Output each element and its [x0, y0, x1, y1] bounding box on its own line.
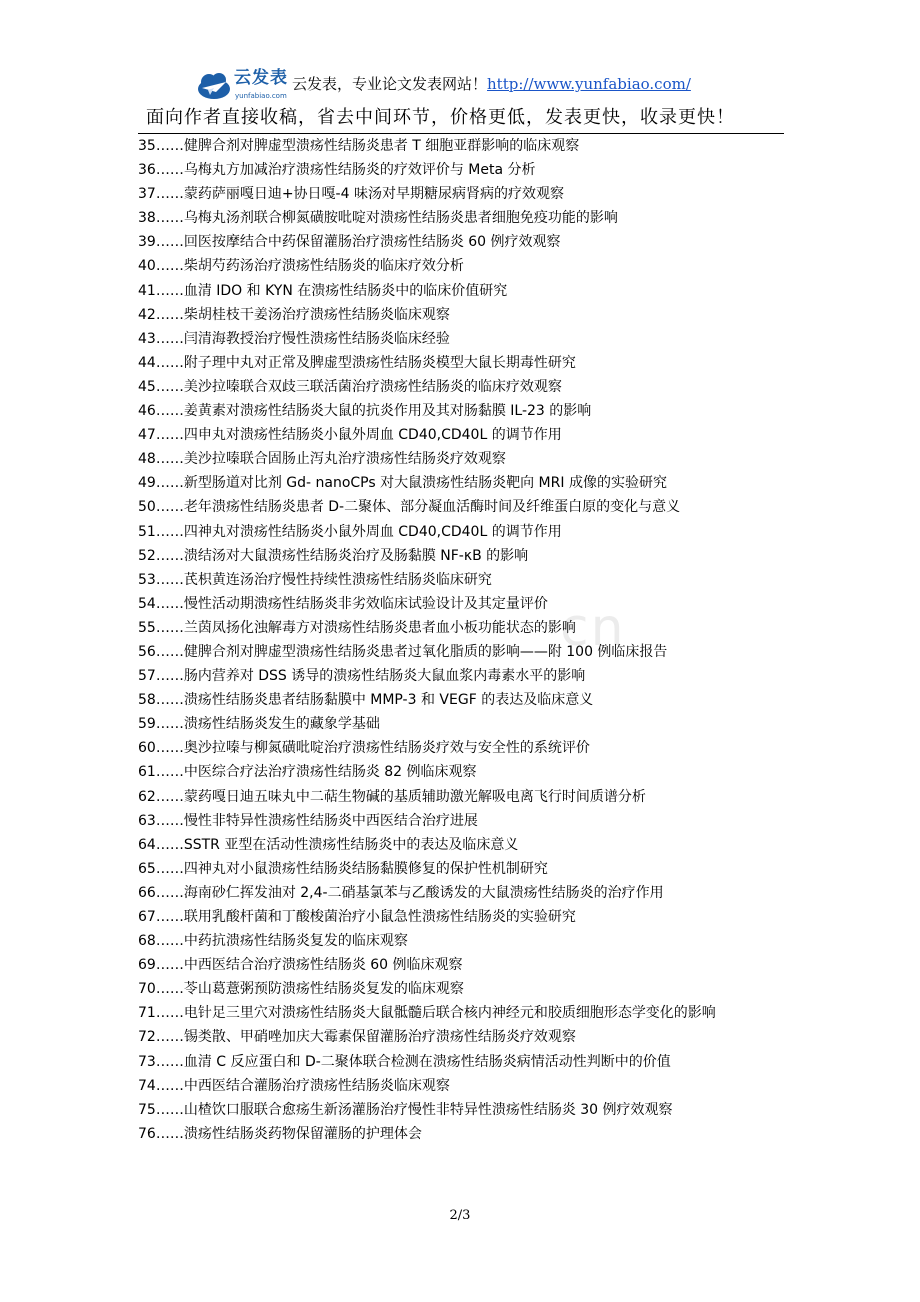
list-item: 54……慢性活动期溃疡性结肠炎非劣效临床试验设计及其定量评价 — [138, 595, 548, 612]
list-item: 57……肠内营养对 DSS 诱导的溃疡性结肠炎大鼠血浆内毒素水平的影响 — [138, 668, 586, 685]
list-item: 76……溃疡性结肠炎药物保留灌肠的护理体会 — [138, 1125, 422, 1142]
logo-domain: yunfabiao.com — [235, 92, 287, 100]
logo-text: 云发表 — [234, 68, 288, 88]
list-item: 39……回医按摩结合中药保留灌肠治疗溃疡性结肠炎 60 例疗效观察 — [138, 234, 561, 251]
page-header — [138, 66, 784, 136]
list-item: 41……血清 IDO 和 KYN 在溃疡性结肠炎中的临床价值研究 — [138, 282, 508, 299]
site-logo[interactable] — [196, 68, 288, 104]
list-item: 53……芪枳黄连汤治疗慢性持续性溃疡性结肠炎临床研究 — [138, 571, 492, 588]
list-item: 64……SSTR 亚型在活动性溃疡性结肠炎中的表达及临床意义 — [138, 836, 519, 853]
list-item: 46……姜黄素对溃疡性结肠炎大鼠的抗炎作用及其对肠黏膜 IL-23 的影响 — [138, 403, 592, 420]
list-item: 45……美沙拉嗪联合双歧三联活菌治疗溃疡性结肠炎的临床疗效观察 — [138, 378, 562, 395]
cloud-plane-icon — [196, 68, 232, 104]
list-item: 70……苓山葛薏粥预防溃疡性结肠炎复发的临床观察 — [138, 981, 464, 998]
list-item: 72……锡类散、甲硝唑加庆大霉素保留灌肠治疗溃疡性结肠炎疗效观察 — [138, 1029, 576, 1046]
list-item: 73……血清 C 反应蛋白和 D-二聚体联合检测在溃疡性结肠炎病情活动性判断中的价值 — [138, 1053, 671, 1070]
list-item: 52……溃结汤对大鼠溃疡性结肠炎治疗及肠黏膜 NF-κB 的影响 — [138, 547, 529, 564]
list-item: 50……老年溃疡性结肠炎患者 D-二聚体、部分凝血活酶时间及纤维蛋白原的变化与意义 — [138, 499, 681, 516]
list-item: 67……联用乳酸杆菌和丁酸梭菌治疗小鼠急性溃疡性结肠炎的实验研究 — [138, 909, 576, 925]
list-item: 44……附子理中丸对正常及脾虚型溃疡性结肠炎模型大鼠长期毒性研究 — [138, 354, 576, 371]
reference-list — [138, 134, 784, 1146]
list-item: 35……健脾合剂对脾虚型溃疡性结肠炎患者 T 细胞亚群影响的临床观察 — [138, 138, 580, 154]
list-item: 69……中西医结合治疗溃疡性结肠炎 60 例临床观察 — [138, 957, 463, 974]
list-item: 56……健脾合剂对脾虚型溃疡性结肠炎患者过氧化脂质的影响——附 100 例临床报告 — [138, 643, 668, 660]
header-tagline: 面向作者直接收稿，省去中间环节，价格更低，发表更快，收录更快！ — [146, 107, 735, 128]
watermark: cn — [560, 598, 626, 658]
list-item: 60……奥沙拉嗪与柳氮磺吡啶治疗溃疡性结肠炎疗效与安全性的系统评价 — [138, 740, 590, 757]
site-link[interactable]: http://www.yunfabiao.com/ — [487, 75, 691, 93]
list-item: 65……四神丸对小鼠溃疡性结肠炎结肠黏膜修复的保护性机制研究 — [138, 860, 548, 877]
page-number: 2/3 — [449, 1208, 471, 1223]
list-item: 40……柴胡芍药汤治疗溃疡性结肠炎的临床疗效分析 — [138, 258, 464, 275]
list-item: 59……溃疡性结肠炎发生的藏象学基础 — [138, 716, 380, 733]
slogan-text: 云发表，专业论文发表网站！ — [292, 75, 488, 93]
list-item: 75……山楂饮口服联合愈疡生新汤灌肠治疗慢性非特异性溃疡性结肠炎 30 例疗效观察 — [138, 1101, 673, 1118]
list-item: 71……电针足三里穴对溃疡性结肠炎大鼠骶髓后联合核内神经元和胶质细胞形态学变化的影响 — [138, 1005, 716, 1022]
list-item: 42……柴胡桂枝干姜汤治疗溃疡性结肠炎临床观察 — [138, 306, 450, 323]
list-item: 51……四神丸对溃疡性结肠炎小鼠外周血 CD40,CD40L 的调节作用 — [138, 523, 562, 540]
list-item: 38……乌梅丸汤剂联合柳氮磺胺吡啶对溃疡性结肠炎患者细胞免疫功能的影响 — [138, 210, 618, 227]
list-item: 43……闫清海教授治疗慢性溃疡性结肠炎临床经验 — [138, 330, 450, 347]
list-item: 74……中西医结合灌肠治疗溃疡性结肠炎临床观察 — [138, 1077, 450, 1094]
list-item: 36……乌梅丸方加减治疗溃疡性结肠炎的疗效评价与 Meta 分析 — [138, 162, 536, 179]
list-item: 49……新型肠道对比剂 Gd- nanoCPs 对大鼠溃疡性结肠炎靶向 MRI 成像的实验研究 — [138, 475, 667, 492]
list-item: 61……中医综合疗法治疗溃疡性结肠炎 82 例临床观察 — [138, 764, 477, 781]
list-item: 55……兰茵凤扬化浊解毒方对溃疡性结肠炎患者血小板功能状态的影响 — [138, 619, 576, 636]
list-item: 58……溃疡性结肠炎患者结肠黏膜中 MMP-3 和 VEGF 的表达及临床意义 — [138, 692, 594, 709]
site-slogan — [292, 74, 691, 94]
list-item: 47……四申丸对溃疡性结肠炎小鼠外周血 CD40,CD40L 的调节作用 — [138, 427, 562, 444]
list-item: 37……蒙药萨丽嘎日迪+协日嘎-4 味汤对早期糖尿病肾病的疗效观察 — [138, 186, 564, 203]
list-item: 48……美沙拉嗪联合固肠止泻丸治疗溃疡性结肠炎疗效观察 — [138, 451, 506, 468]
list-item: 68……中药抗溃疡性结肠炎复发的临床观察 — [138, 933, 408, 950]
list-item: 63……慢性非特异性溃疡性结肠炎中西医结合治疗进展 — [138, 812, 478, 829]
list-item: 62……蒙药嘎日迪五味丸中二萜生物碱的基质辅助激光解吸电离飞行时间质谱分析 — [138, 788, 646, 805]
list-item: 66……海南砂仁挥发油对 2,4-二硝基氯苯与乙酸诱发的大鼠溃疡性结肠炎的治疗作用 — [138, 884, 664, 901]
